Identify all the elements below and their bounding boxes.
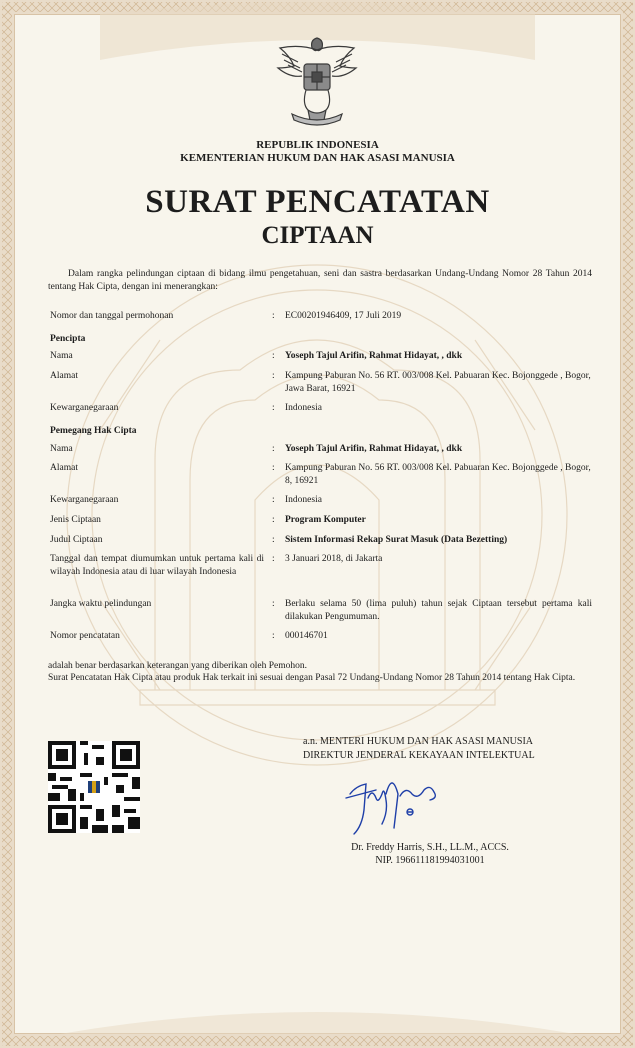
pemegang-name-value: Yoseph Tajul Arifin, Rahmat Hidayat, , dkk bbox=[285, 444, 463, 454]
signatory-nip: NIP. 196611181994031001 bbox=[375, 855, 485, 866]
published-value: 3 Januari 2018, di Jakarta bbox=[285, 554, 383, 564]
closing-statement bbox=[48, 660, 592, 684]
application-value: EC00201946409, 17 Juli 2019 bbox=[285, 311, 402, 321]
pencipta-name-label: Nama bbox=[50, 351, 73, 361]
pemegang-address-value: Kampung Paburan No. 56 RT. 003/008 Kel. Pabuaran Kec. Bojonggede , Bogor, 8, 16921 bbox=[285, 463, 591, 486]
separator: : bbox=[272, 444, 275, 454]
document-title: SURAT PENCATATAN bbox=[145, 184, 490, 220]
application-label: Nomor dan tanggal permohonan bbox=[50, 311, 174, 321]
work-title-value: Sistem Informasi Rekap Surat Masuk (Data Bezetting) bbox=[285, 535, 508, 545]
record-value: 000146701 bbox=[285, 631, 328, 641]
pemegang-address-label: Alamat bbox=[50, 463, 78, 473]
separator: : bbox=[272, 463, 275, 473]
separator: : bbox=[272, 371, 275, 381]
header-country: REPUBLIK INDONESIA bbox=[256, 139, 379, 151]
type-label: Jenis Ciptaan bbox=[50, 515, 101, 525]
qr-code-icon bbox=[48, 741, 140, 833]
separator: : bbox=[272, 495, 275, 505]
published-label: Tanggal dan tempat diumumkan untuk pertama kali di wilayah Indonesia atau di luar wilayah Indonesia bbox=[50, 554, 264, 577]
separator: : bbox=[272, 515, 275, 525]
pencipta-name-value: Yoseph Tajul Arifin, Rahmat Hidayat, , dkk bbox=[285, 351, 463, 361]
work-title-label: Judul Ciptaan bbox=[50, 535, 103, 545]
pencipta-address-value: Kampung Paburan No. 56 RT. 003/008 Kel. Pabuaran Kec. Bojonggede , Bogor, Jawa Barat, 16921 bbox=[285, 371, 591, 394]
pencipta-nationality-value: Indonesia bbox=[285, 403, 322, 413]
separator: : bbox=[272, 554, 275, 564]
garuda-emblem-icon bbox=[272, 34, 362, 126]
separator: : bbox=[272, 311, 275, 321]
separator: : bbox=[272, 535, 275, 545]
separator: : bbox=[272, 631, 275, 641]
type-value: Program Komputer bbox=[285, 515, 366, 525]
pemegang-heading: Pemegang Hak Cipta bbox=[50, 426, 137, 436]
term-value: Berlaku selama 50 (lima puluh) tahun sejak Ciptaan tersebut pertama kali dilakukan Pengumuman. bbox=[285, 599, 592, 622]
pencipta-address-label: Alamat bbox=[50, 371, 78, 381]
signatory-line-1: a.n. MENTERI HUKUM DAN HAK ASASI MANUSIA bbox=[303, 736, 533, 747]
pemegang-nationality-value: Indonesia bbox=[285, 495, 322, 505]
separator: : bbox=[272, 403, 275, 413]
handwritten-signature bbox=[342, 764, 442, 838]
pencipta-nationality-label: Kewarganegaraan bbox=[50, 403, 119, 413]
separator: : bbox=[272, 599, 275, 609]
closing-line-2: Surat Pencatatan Hak Cipta atau produk Hak terkait ini sesuai dengan Pasal 72 Undang-Undang Nomor 28 Tahun 2014 tentang Hak Cipta. bbox=[48, 673, 576, 683]
record-label: Nomor pencatatan bbox=[50, 631, 120, 641]
document-subtitle: CIPTAAN bbox=[261, 222, 374, 249]
pencipta-heading: Pencipta bbox=[50, 334, 86, 344]
pemegang-name-label: Nama bbox=[50, 444, 73, 454]
pemegang-nationality-label: Kewarganegaraan bbox=[50, 495, 119, 505]
header-ministry: KEMENTERIAN HUKUM DAN HAK ASASI MANUSIA bbox=[180, 152, 455, 164]
separator: : bbox=[272, 351, 275, 361]
term-label: Jangka waktu pelindungan bbox=[50, 599, 152, 609]
closing-line-1: adalah benar berdasarkan keterangan yang diberikan oleh Pemohon. bbox=[48, 661, 308, 671]
intro-paragraph: Dalam rangka pelindungan ciptaan di bidang ilmu pengetahuan, seni dan sastra berdasarkan Undang-Undang Nomor 28 Tahun 2014 tentang Hak Cipta, dengan ini menerangkan: bbox=[48, 269, 592, 292]
signatory-line-2: DIREKTUR JENDERAL KEKAYAAN INTELEKTUAL bbox=[303, 750, 535, 761]
signatory-name: Dr. Freddy Harris, S.H., LL.M., ACCS. bbox=[351, 842, 509, 853]
